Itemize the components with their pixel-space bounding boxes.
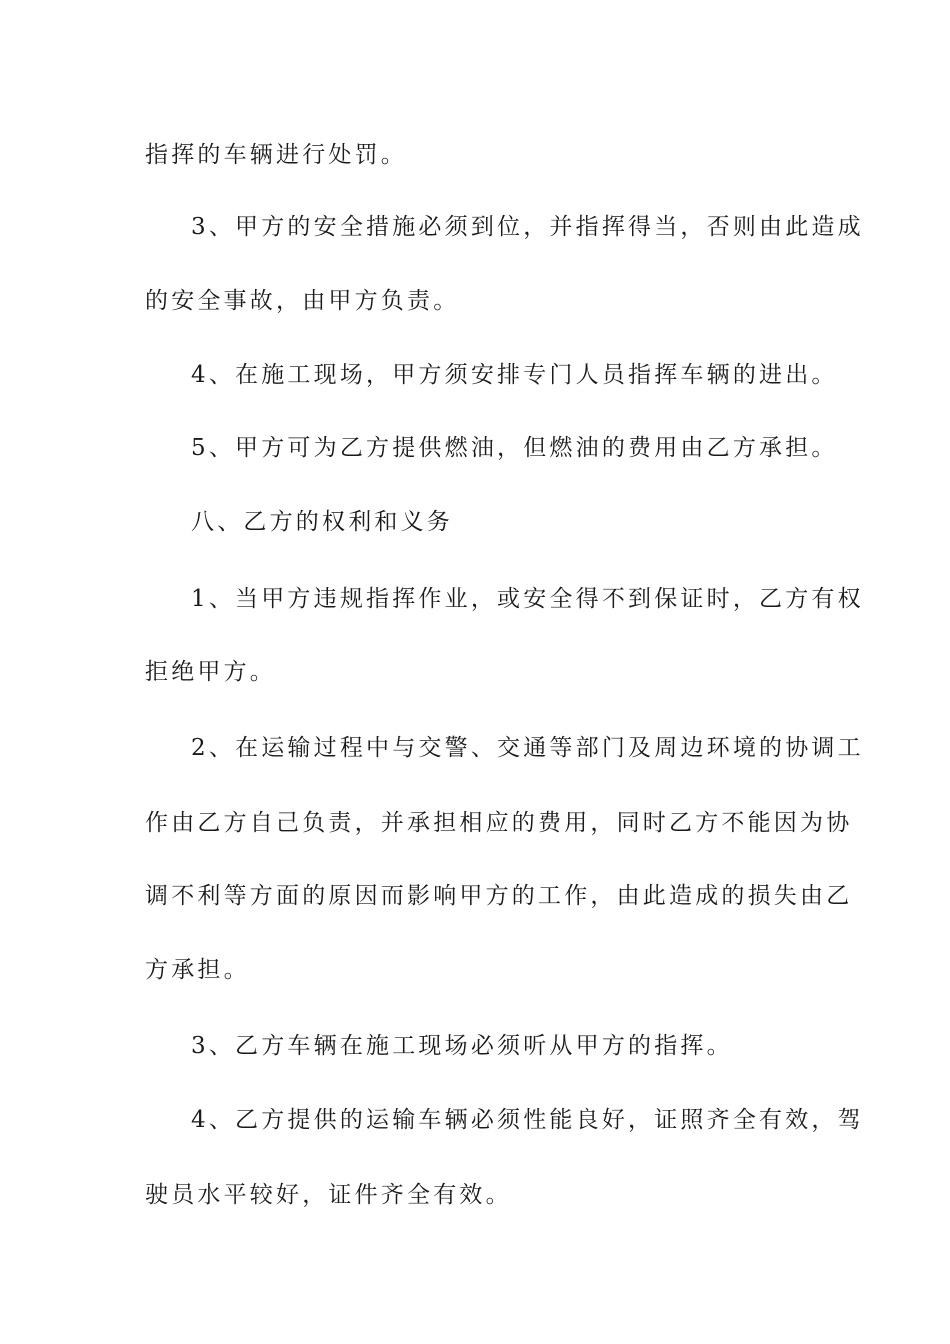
clause-2-line: 2、在运输过程中与交警、交通等部门及周边环境的协调工	[191, 735, 864, 761]
text-line: 的安全事故，由甲方负责。	[145, 288, 460, 314]
clause-1-line: 1、当甲方违规指挥作业，或安全得不到保证时，乙方有权	[191, 586, 864, 612]
text-line: 作由乙方自己负责，并承担相应的费用，同时乙方不能因为协	[145, 810, 853, 836]
text-line: 方承担。	[145, 957, 250, 983]
text-line: 指挥的车辆进行处罚。	[145, 142, 407, 168]
clause-5-line: 5、甲方可为乙方提供燃油，但燃油的费用由乙方承担。	[191, 435, 838, 461]
clause-3b-line: 3、乙方车辆在施工现场必须听从甲方的指挥。	[191, 1033, 733, 1059]
section-heading: 八、乙方的权利和义务	[191, 509, 453, 535]
text-line: 驶员水平较好，证件齐全有效。	[145, 1182, 512, 1208]
clause-4b-line: 4、乙方提供的运输车辆必须性能良好，证照齐全有效，驾	[191, 1107, 864, 1133]
clause-4-line: 4、在施工现场，甲方须安排专门人员指挥车辆的进出。	[191, 362, 838, 388]
text-line: 调不利等方面的原因而影响甲方的工作，由此造成的损失由乙	[145, 883, 853, 909]
text-line: 拒绝甲方。	[145, 659, 276, 685]
clause-3-line: 3、甲方的安全措施必须到位，并指挥得当，否则由此造成	[191, 214, 864, 240]
